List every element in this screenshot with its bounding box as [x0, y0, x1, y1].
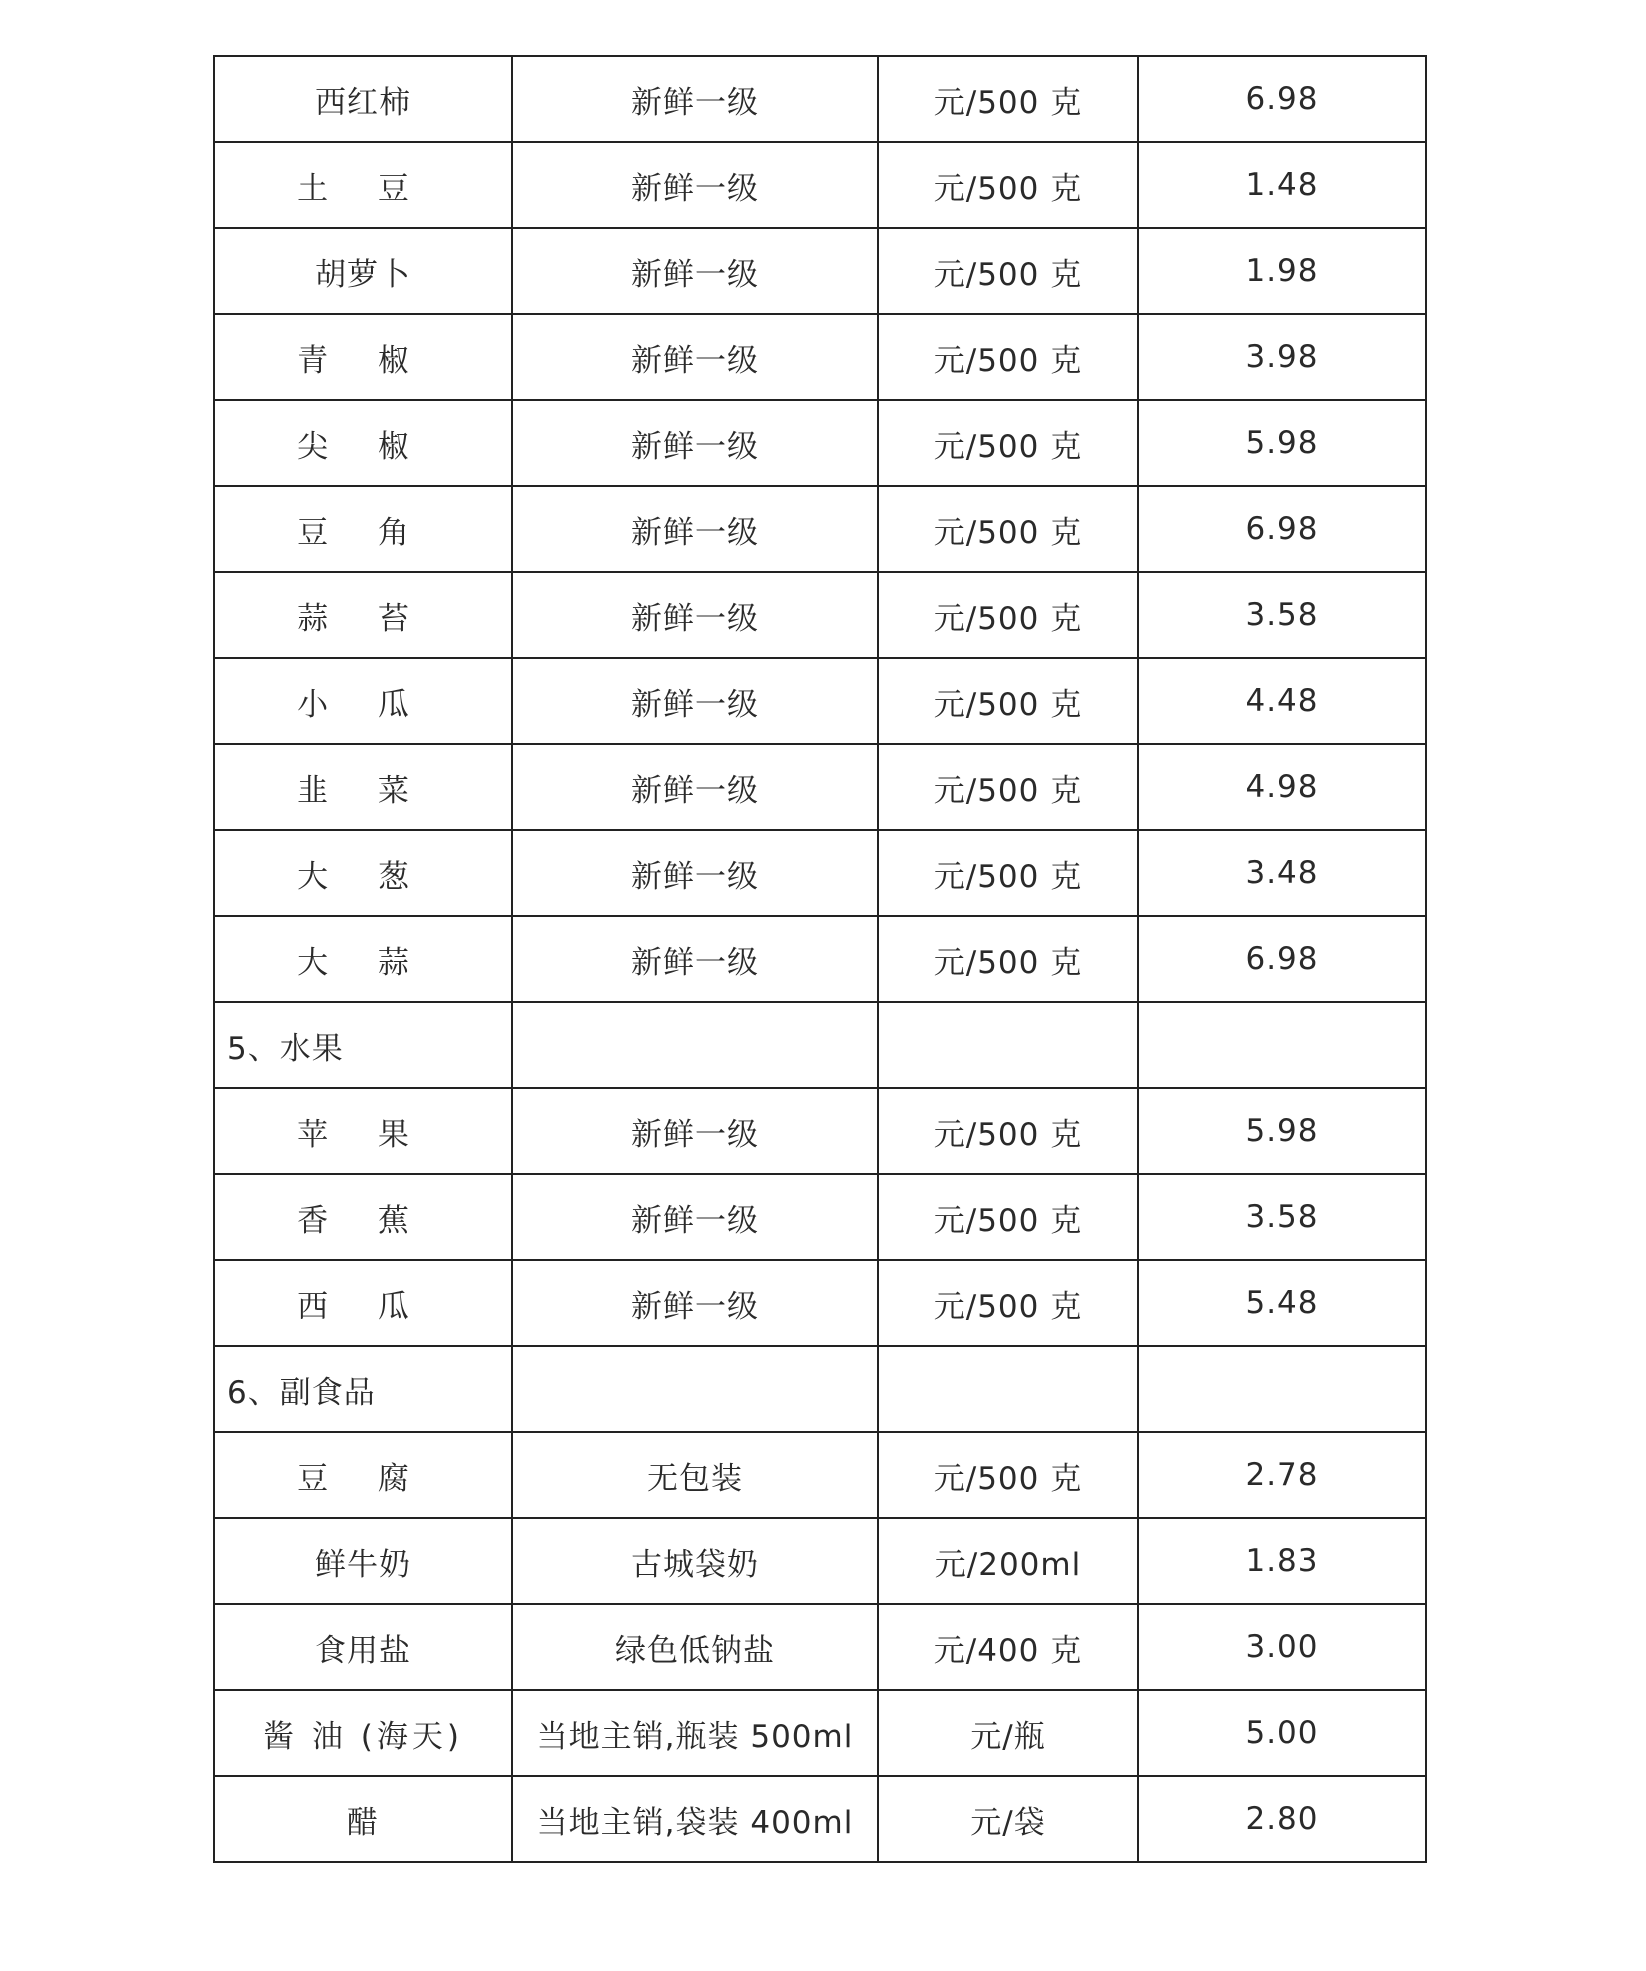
table-row	[214, 1518, 1426, 1604]
table-row	[214, 486, 1426, 572]
item-price: 3.58	[1138, 1174, 1426, 1260]
table-row	[214, 1776, 1426, 1862]
table-row	[214, 1260, 1426, 1346]
item-price: 1.98	[1138, 228, 1426, 314]
item-unit: 元/400 克	[878, 1604, 1138, 1690]
item-name: 酱 油 (海天)	[214, 1690, 512, 1776]
item-price: 1.83	[1138, 1518, 1426, 1604]
item-unit: 元/500 克	[878, 1174, 1138, 1260]
item-spec: 新鲜一级	[512, 1088, 878, 1174]
item-name: 香 蕉	[214, 1174, 512, 1260]
empty-cell	[878, 1346, 1138, 1432]
item-spec: 新鲜一级	[512, 572, 878, 658]
item-spec: 新鲜一级	[512, 228, 878, 314]
empty-cell	[1138, 1346, 1426, 1432]
empty-cell	[512, 1346, 878, 1432]
item-unit: 元/500 克	[878, 400, 1138, 486]
item-name: 韭 菜	[214, 744, 512, 830]
item-unit: 元/500 克	[878, 572, 1138, 658]
item-name: 胡萝卜	[214, 228, 512, 314]
table-row	[214, 1604, 1426, 1690]
item-unit: 元/500 克	[878, 486, 1138, 572]
item-price: 3.00	[1138, 1604, 1426, 1690]
item-name: 西 瓜	[214, 1260, 512, 1346]
item-name: 小 瓜	[214, 658, 512, 744]
item-spec: 新鲜一级	[512, 830, 878, 916]
item-spec: 绿色低钠盐	[512, 1604, 878, 1690]
item-price: 5.98	[1138, 400, 1426, 486]
item-unit: 元/500 克	[878, 830, 1138, 916]
item-price: 3.98	[1138, 314, 1426, 400]
item-unit: 元/500 克	[878, 1088, 1138, 1174]
item-price: 6.98	[1138, 486, 1426, 572]
item-name: 鲜牛奶	[214, 1518, 512, 1604]
table-row	[214, 830, 1426, 916]
item-unit: 元/500 克	[878, 314, 1138, 400]
item-spec: 新鲜一级	[512, 314, 878, 400]
item-price: 1.48	[1138, 142, 1426, 228]
item-price: 3.48	[1138, 830, 1426, 916]
table-row	[214, 142, 1426, 228]
item-name: 土 豆	[214, 142, 512, 228]
item-price: 4.48	[1138, 658, 1426, 744]
item-unit: 元/500 克	[878, 228, 1138, 314]
item-name: 大 葱	[214, 830, 512, 916]
item-unit: 元/袋	[878, 1776, 1138, 1862]
item-price: 2.78	[1138, 1432, 1426, 1518]
table-row	[214, 916, 1426, 1002]
item-unit: 元/500 克	[878, 916, 1138, 1002]
category-label: 5、水果	[214, 1002, 512, 1088]
item-spec: 新鲜一级	[512, 400, 878, 486]
price-table	[213, 55, 1427, 1863]
item-unit: 元/500 克	[878, 1432, 1138, 1518]
item-name: 蒜 苔	[214, 572, 512, 658]
item-name: 大 蒜	[214, 916, 512, 1002]
item-name: 青 椒	[214, 314, 512, 400]
category-row	[214, 1346, 1426, 1432]
table-row	[214, 744, 1426, 830]
item-spec: 当地主销,袋装 400ml	[512, 1776, 878, 1862]
item-spec: 新鲜一级	[512, 142, 878, 228]
item-unit: 元/500 克	[878, 1260, 1138, 1346]
item-name: 醋	[214, 1776, 512, 1862]
item-unit: 元/500 克	[878, 56, 1138, 142]
item-name: 西红柿	[214, 56, 512, 142]
table-row	[214, 658, 1426, 744]
item-name: 豆 角	[214, 486, 512, 572]
table-row	[214, 228, 1426, 314]
item-unit: 元/500 克	[878, 744, 1138, 830]
item-spec: 新鲜一级	[512, 56, 878, 142]
item-price: 3.58	[1138, 572, 1426, 658]
item-price: 2.80	[1138, 1776, 1426, 1862]
table-row	[214, 1088, 1426, 1174]
category-label: 6、副食品	[214, 1346, 512, 1432]
item-price: 5.98	[1138, 1088, 1426, 1174]
table-row	[214, 1432, 1426, 1518]
table-row	[214, 56, 1426, 142]
item-spec: 当地主销,瓶装 500ml	[512, 1690, 878, 1776]
table-row	[214, 572, 1426, 658]
item-unit: 元/500 克	[878, 658, 1138, 744]
item-price: 5.00	[1138, 1690, 1426, 1776]
item-unit: 元/200ml	[878, 1518, 1138, 1604]
item-spec: 新鲜一级	[512, 486, 878, 572]
item-name: 尖 椒	[214, 400, 512, 486]
item-spec: 新鲜一级	[512, 658, 878, 744]
item-price: 5.48	[1138, 1260, 1426, 1346]
empty-cell	[512, 1002, 878, 1088]
item-unit: 元/500 克	[878, 142, 1138, 228]
item-price: 6.98	[1138, 916, 1426, 1002]
table-row	[214, 1174, 1426, 1260]
table-row	[214, 1690, 1426, 1776]
item-unit: 元/瓶	[878, 1690, 1138, 1776]
empty-cell	[878, 1002, 1138, 1088]
item-price: 4.98	[1138, 744, 1426, 830]
item-name: 豆 腐	[214, 1432, 512, 1518]
table-row	[214, 314, 1426, 400]
item-price: 6.98	[1138, 56, 1426, 142]
item-name: 食用盐	[214, 1604, 512, 1690]
item-spec: 新鲜一级	[512, 1174, 878, 1260]
item-name: 苹 果	[214, 1088, 512, 1174]
table-row	[214, 400, 1426, 486]
item-spec: 无包装	[512, 1432, 878, 1518]
item-spec: 新鲜一级	[512, 744, 878, 830]
item-spec: 古城袋奶	[512, 1518, 878, 1604]
item-spec: 新鲜一级	[512, 916, 878, 1002]
category-row	[214, 1002, 1426, 1088]
item-spec: 新鲜一级	[512, 1260, 878, 1346]
empty-cell	[1138, 1002, 1426, 1088]
